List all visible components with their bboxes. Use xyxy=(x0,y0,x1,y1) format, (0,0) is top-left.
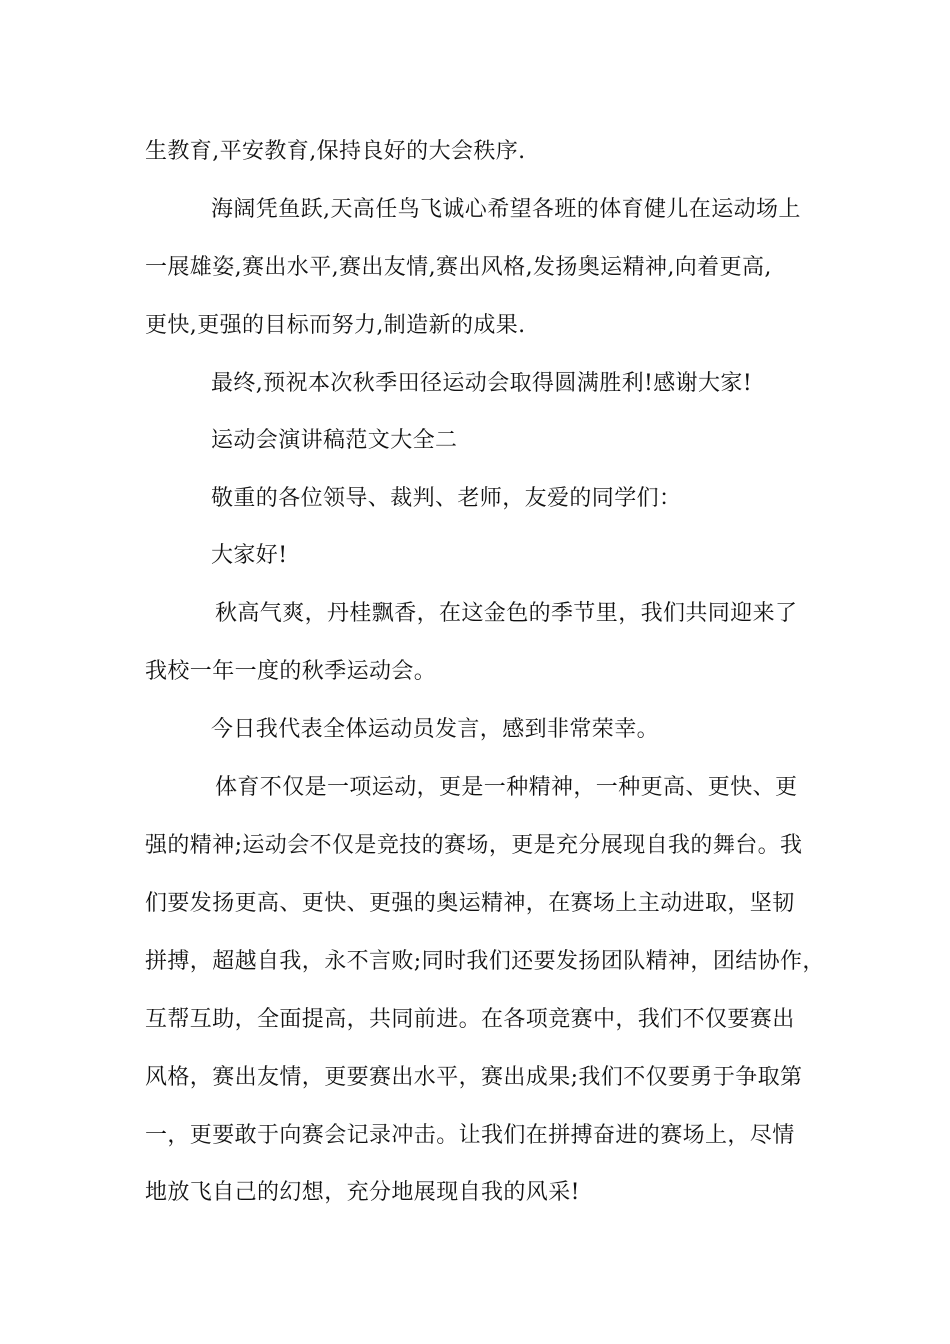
text-line-12: 体育不仅是一项运动，更是一种精神，一种更高、更快、更 xyxy=(215,775,798,800)
text-line-19: 地放飞自己的幻想，充分地展现自我的风采! xyxy=(145,1180,580,1205)
text-line-15: 拼搏，超越自我，永不言败;同时我们还要发扬团队精神，团结协作， xyxy=(145,949,825,974)
text-line-13: 强的精神;运动会不仅是竞技的赛场，更是充分展现自我的舞台。我 xyxy=(145,833,803,858)
text-line-4: 更快,更强的目标而努力,制造新的成果. xyxy=(145,313,526,338)
text-line-9: 秋高气爽，丹桂飘香，在这金色的季节里，我们共同迎来了 xyxy=(215,601,798,626)
text-line-2: 海阔凭鱼跃,天高任鸟飞诚心希望各班的体育健儿在运动场上 xyxy=(211,197,801,222)
text-line-14: 们要发扬更高、更快、更强的奥运精神，在赛场上主动进取，坚韧 xyxy=(145,891,795,916)
greeting: 大家好! xyxy=(211,543,288,568)
text-line-1: 生教育,平安教育,保持良好的大会秩序. xyxy=(145,139,526,164)
text-line-18: 一，更要敢于向赛会记录冲击。让我们在拼搏奋进的赛场上，尽情 xyxy=(145,1123,795,1148)
section-heading: 运动会演讲稿范文大全二 xyxy=(211,428,458,453)
text-line-16: 互帮互助，全面提高，共同前进。在各项竞赛中，我们不仅要赛出 xyxy=(145,1007,795,1032)
text-line-3: 一展雄姿,赛出水平,赛出友情,赛出风格,发扬奥运精神,向着更高, xyxy=(145,255,772,280)
text-line-11: 今日我代表全体运动员发言，感到非常荣幸。 xyxy=(211,717,660,742)
text-line-10: 我校一年一度的秋季运动会。 xyxy=(145,659,437,684)
text-line-5: 最终,预祝本次秋季田径运动会取得圆满胜利!感谢大家! xyxy=(211,371,753,396)
text-line-17: 风格，赛出友情，更要赛出水平，赛出成果;我们不仅要勇于争取第 xyxy=(145,1065,803,1090)
salutation: 敬重的各位领导、裁判、老师，友爱的同学们： xyxy=(211,486,682,511)
